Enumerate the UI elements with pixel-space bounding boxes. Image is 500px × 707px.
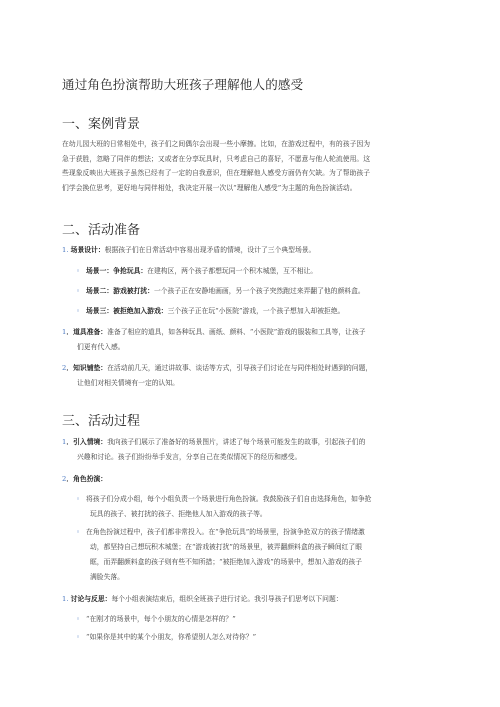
- list-number: 1: [62, 438, 67, 446]
- list-item-continuation: 们更有代入感。: [77, 343, 125, 351]
- sub-item-line: 玩具的孩子、被打扰的孩子、拒绝他人加入游戏的孩子等。: [90, 510, 267, 518]
- paragraph-line: 们学会换位思考，更好地与同伴相处，我决定开展一次以“理解他人感受”为主题的角色扮演活动。: [62, 183, 357, 192]
- section-heading-preparation: 二、活动准备: [62, 223, 141, 238]
- item-text: 准备了相应的道具，如各种玩具、画纸、颜料、“小医院”游戏的服装和工具等，让孩子: [107, 328, 366, 336]
- bullet-icon: ◦: [76, 633, 81, 641]
- list-number: 2: [62, 364, 67, 372]
- list-item-scene: [76, 286, 365, 296]
- item-text: 在建构区，两个孩子都想玩同一个积木城堡，互不相让。: [147, 267, 318, 275]
- sub-item: [76, 527, 365, 537]
- item-label: 场景二：游戏被打扰：: [86, 287, 154, 295]
- question-text: “在刚才的场景中，每个小朋友的心情是怎样的？”: [86, 615, 236, 623]
- list-item-scene: [76, 306, 344, 316]
- document-title: 通过角色扮演帮助大班孩子理解他人的感受: [62, 77, 304, 92]
- list-item-knowledge: [62, 363, 372, 373]
- item-text: 三个孩子正在玩“小医院”游戏，一个孩子想加入却被拒绝。: [167, 307, 345, 315]
- sub-item: [76, 494, 371, 504]
- bullet-icon: ◦: [76, 287, 81, 295]
- sub-item-line: 动，都坚持自己想玩积木城堡；在“游戏被打扰”的场景里，被弄翻颜料盒的孩子瞬间红了眼: [90, 543, 363, 551]
- bullet-icon: ◦: [76, 267, 81, 275]
- bullet-icon: ◦: [76, 615, 81, 623]
- item-label: 场景一：争抢玩具：: [86, 267, 148, 275]
- question-item: [76, 614, 236, 624]
- list-item-discussion: [62, 594, 343, 604]
- question-item: [76, 632, 256, 642]
- item-text: 我向孩子们展示了准备好的场景图片，讲述了每个场景可能发生的故事，引起孩子们的: [107, 438, 366, 446]
- list-number: 2: [62, 475, 67, 483]
- sub-item-line: 在角色扮演过程中，孩子们都非常投入。在“争抢玩具”的场景里，扮演争抢双方的孩子情绪激: [86, 528, 365, 536]
- background-paragraph: [62, 137, 442, 195]
- question-text: “如果你是其中的某个小朋友，你希望别人怎么对待你？”: [86, 633, 257, 641]
- section-heading-process: 三、活动过程: [62, 414, 141, 429]
- item-label: ．引入情境：: [66, 438, 108, 446]
- list-number: 1.: [62, 246, 69, 254]
- item-text: 根据孩子们在日常活动中容易出现矛盾的情境，设计了三个典型场景。: [104, 246, 316, 254]
- bullet-icon: ◦: [76, 495, 81, 503]
- item-label: 场景三：被拒绝加入游戏：: [86, 307, 168, 315]
- item-text: 在活动前几天，通过讲故事、谈话等方式，引导孩子们讨论在与同伴相处时遇到的问题，: [107, 364, 373, 372]
- list-item-continuation: 兴趣和讨论。孩子们纷纷举手发言，分享自己在类似情况下的经历和感受。: [77, 453, 302, 461]
- paragraph-line: 些现象反映出大班孩子虽然已经有了一定的自我意识，但在理解他人感受方面仍有欠缺。为了帮助孩子: [62, 169, 371, 178]
- sub-item-line: 将孩子们分成小组，每个小组负责一个场景进行角色扮演。我鼓励孩子们自由选择角色，如争抢: [86, 495, 372, 503]
- list-item-scene-design: [62, 245, 315, 255]
- list-number: 1: [62, 328, 67, 336]
- item-text: 每个小组表演结束后，组织全班孩子进行讨论。我引导孩子们思考以下问题：: [111, 595, 343, 603]
- sub-item-line: 眶，而弄翻颜料盒的孩子则有些不知所措；“被拒绝加入游戏”的场景中，想加入游戏的孩子: [90, 558, 363, 566]
- paragraph-line: 急于获胜，忽略了同伴的想法；又或者在分享玩具时，只考虑自己的喜好，不愿意与他人轮流使用。这: [62, 154, 371, 163]
- item-label: 讨论与反思：: [70, 595, 112, 603]
- item-text: 一个孩子正在安静地画画，另一个孩子突然跑过来弄翻了他的颜料盒。: [153, 287, 365, 295]
- paragraph-line: 在幼儿园大班的日常相处中，孩子们之间偶尔会出现一些小摩擦。比如，在游戏过程中，有的孩子因为: [62, 140, 371, 148]
- sub-item-line: 满脸失落。: [90, 573, 124, 581]
- bullet-icon: ◦: [76, 528, 81, 536]
- list-item-props: [62, 327, 366, 337]
- list-item-intro: [62, 437, 365, 447]
- list-number: 1.: [62, 595, 69, 603]
- bullet-icon: ◦: [76, 307, 81, 315]
- item-label: 场景设计：: [70, 246, 105, 254]
- list-item-roleplay: [62, 474, 107, 484]
- list-item-scene: [76, 266, 317, 276]
- list-item-continuation: 让他们对相关情境有一定的认知。: [77, 379, 179, 387]
- item-label: ．角色扮演：: [66, 475, 108, 483]
- section-heading-background: 一、案例背景: [62, 117, 141, 132]
- item-label: ．道具准备：: [66, 328, 108, 336]
- item-label: ．知识铺垫：: [66, 364, 108, 372]
